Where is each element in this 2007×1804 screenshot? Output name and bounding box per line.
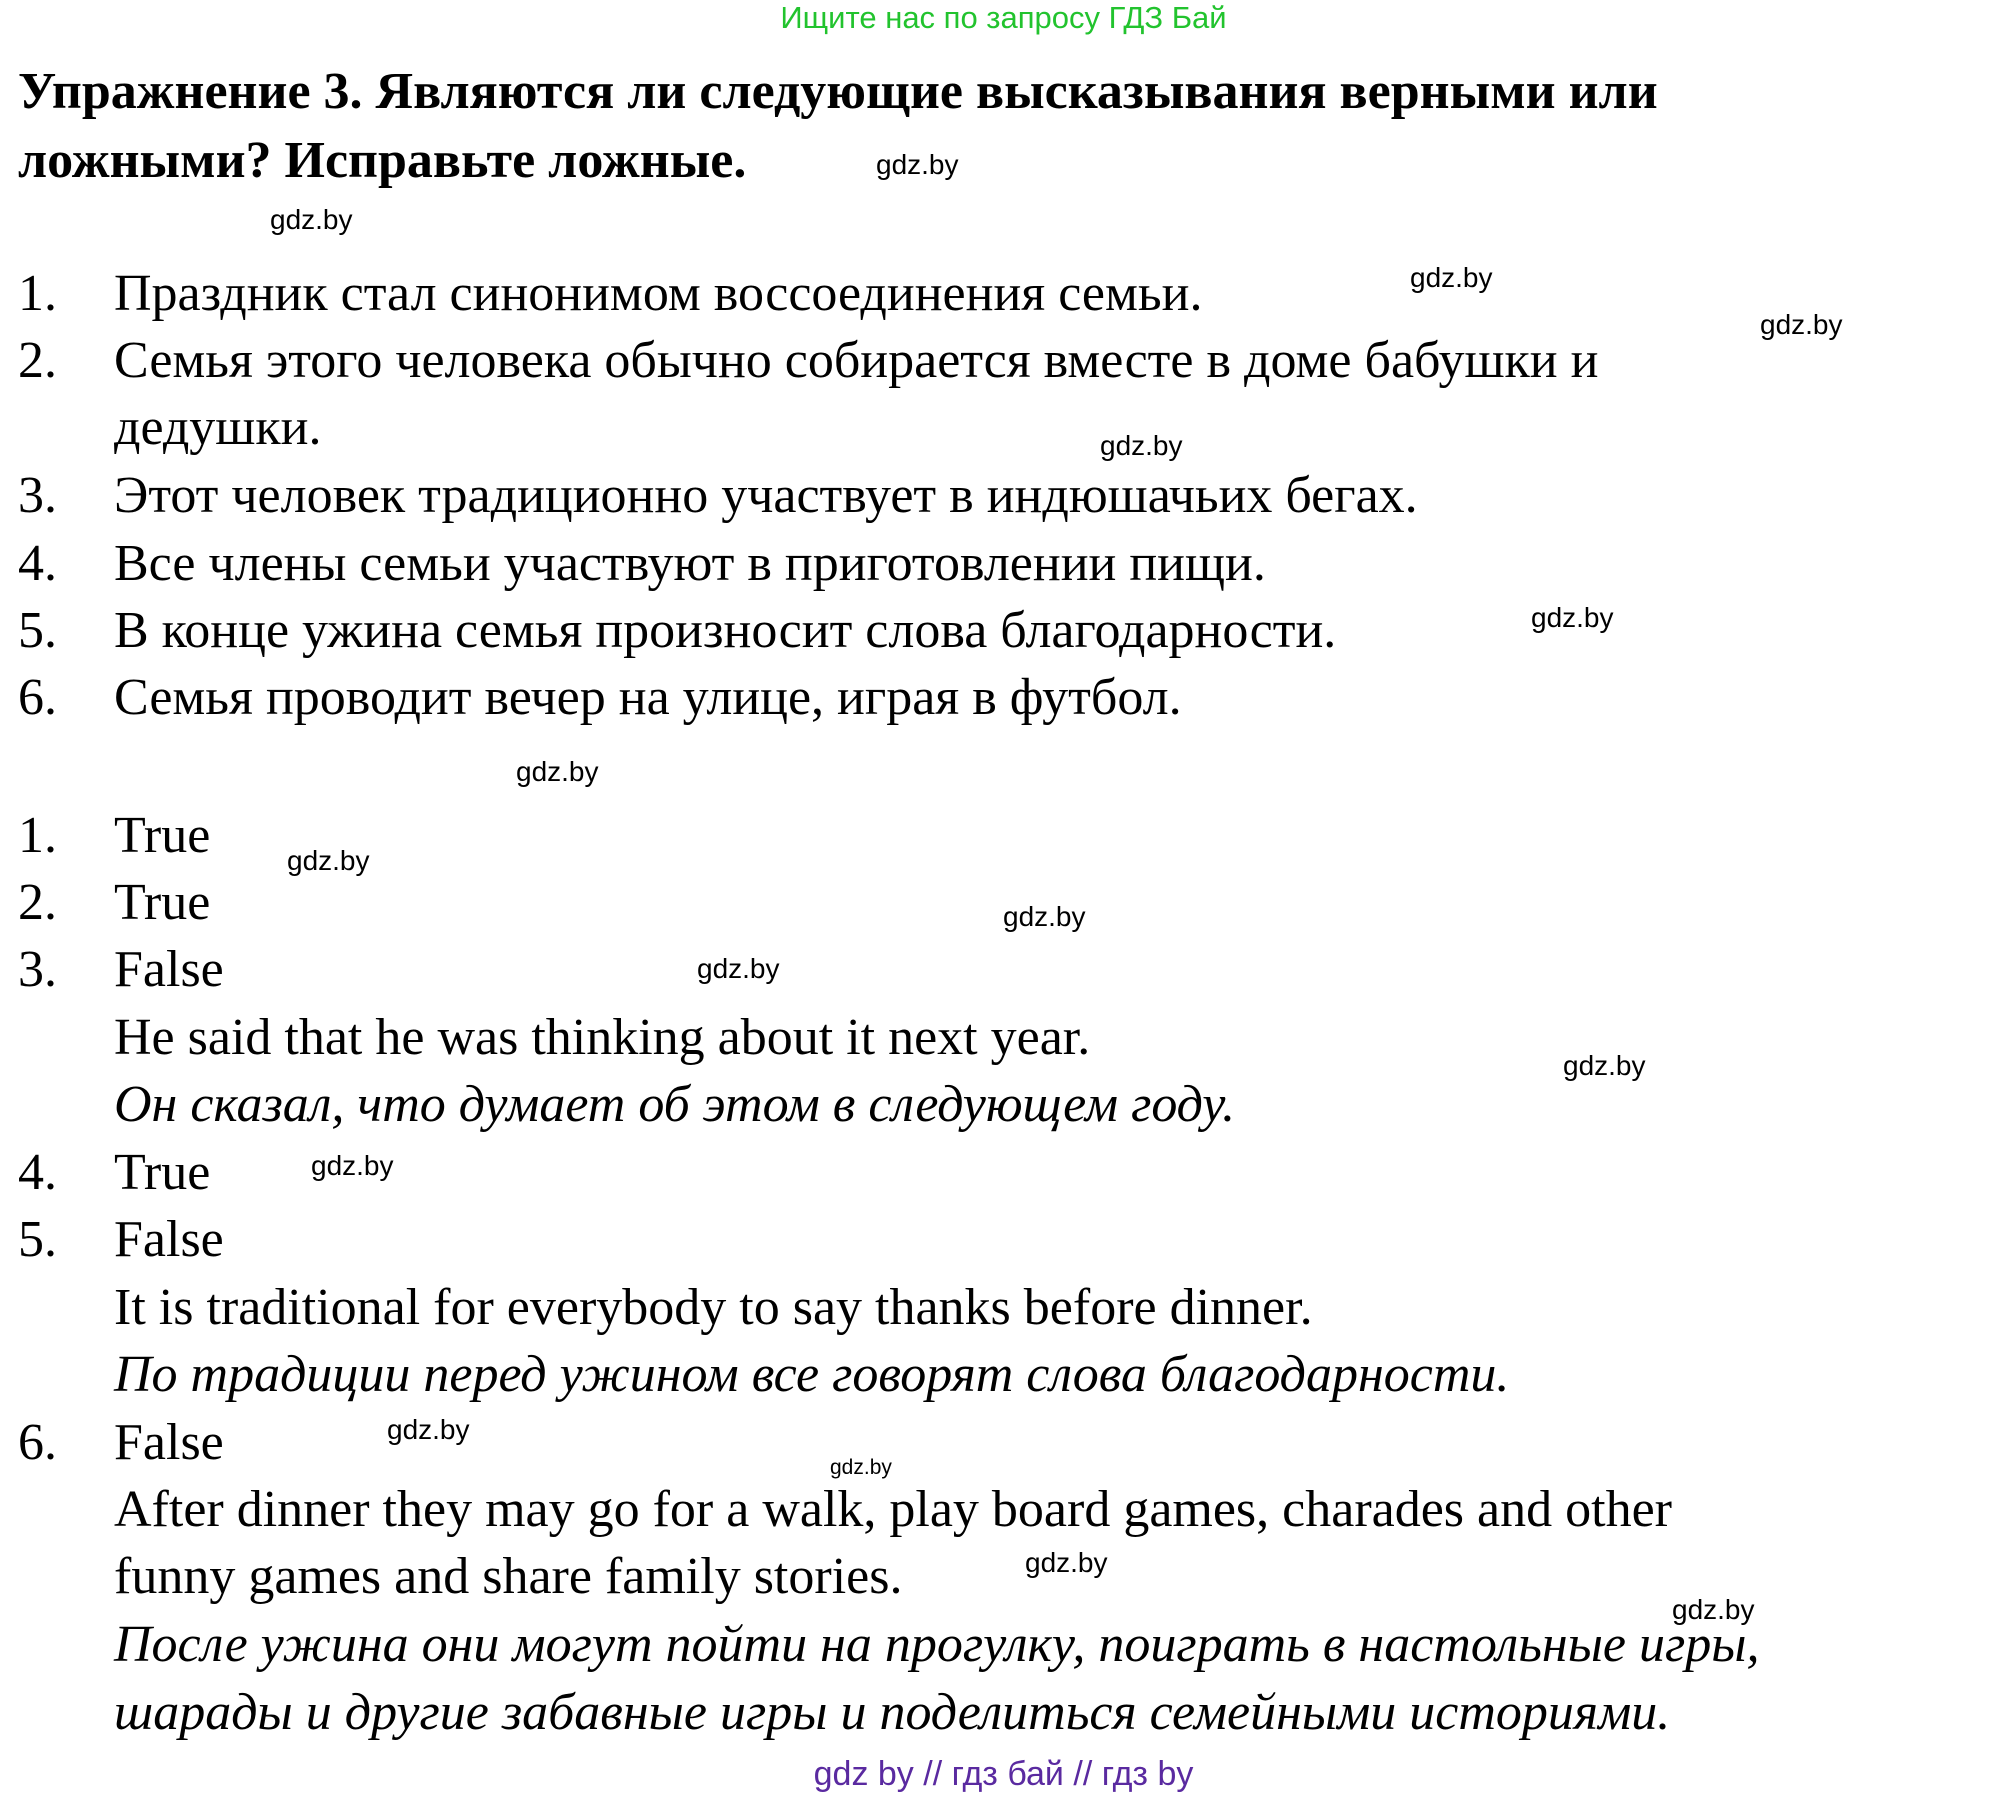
statement-number: 1.	[18, 265, 57, 322]
answer-verdict: True	[114, 807, 211, 864]
statement-text: Этот человек традиционно участвует в индюшачьих бегах.	[114, 467, 1418, 524]
answer-verdict: True	[114, 1144, 211, 1201]
answer-correction: It is traditional for everybody to say thanks before dinner.	[114, 1279, 1313, 1336]
answer-correction: After dinner they may go for a walk, play board games, charades and other	[114, 1481, 1672, 1538]
statement-text: Праздник стал синонимом воссоединения семьи.	[114, 265, 1203, 322]
watermark: gdz.by	[1672, 1594, 1755, 1625]
statement-number: 4.	[18, 535, 57, 592]
watermark: gdz.by	[876, 149, 959, 180]
watermark: gdz.by	[1025, 1547, 1108, 1578]
answer-correction: funny games and share family stories.	[114, 1548, 903, 1605]
answer-translation: По традиции перед ужином все говорят слова благодарности.	[114, 1346, 1510, 1403]
header-note: Ищите нас по запросу ГДЗ Бай	[780, 0, 1227, 35]
watermark: gdz.by	[830, 1456, 892, 1479]
footer-links: gdz by // гдз бай // гдз by	[813, 1755, 1194, 1793]
statement-text: Все члены семьи участвуют в приготовлении пищи.	[114, 535, 1266, 592]
answer-verdict: False	[114, 1211, 224, 1268]
watermark: gdz.by	[287, 845, 370, 876]
watermark: gdz.by	[516, 756, 599, 787]
exercise-title-line2: ложными? Исправьте ложные.	[18, 132, 747, 189]
exercise-title-line1: Упражнение 3. Являются ли следующие высказывания верными или	[18, 63, 1658, 120]
statement-text: Семья этого человека обычно собирается вместе в доме бабушки и	[114, 332, 1599, 389]
watermark: gdz.by	[270, 204, 353, 235]
answer-number: 5.	[18, 1211, 57, 1268]
answer-number: 1.	[18, 807, 57, 864]
answer-verdict: False	[114, 941, 224, 998]
answer-translation: После ужина они могут пойти на прогулку, поиграть в настольные игры,	[114, 1616, 1760, 1673]
statement-number: 6.	[18, 669, 57, 726]
answer-number: 4.	[18, 1144, 57, 1201]
statement-number: 2.	[18, 332, 57, 389]
statement-text-continued: дедушки.	[114, 399, 322, 456]
answer-translation: Он сказал, что думает об этом в следующем году.	[114, 1076, 1236, 1133]
watermark: gdz.by	[1100, 430, 1183, 461]
watermark: gdz.by	[1760, 309, 1843, 340]
answer-number: 6.	[18, 1414, 57, 1471]
statement-number: 5.	[18, 602, 57, 659]
watermark: gdz.by	[1410, 262, 1493, 293]
answer-correction: He said that he was thinking about it next year.	[114, 1009, 1091, 1066]
watermark: gdz.by	[387, 1414, 470, 1445]
answer-number: 3.	[18, 941, 57, 998]
watermark: gdz.by	[311, 1150, 394, 1181]
statement-number: 3.	[18, 467, 57, 524]
watermark: gdz.by	[1003, 901, 1086, 932]
answer-number: 2.	[18, 874, 57, 931]
answer-translation: шарады и другие забавные игры и поделиться семейными историями.	[114, 1684, 1671, 1741]
answer-verdict: True	[114, 874, 211, 931]
watermark: gdz.by	[697, 953, 780, 984]
statement-text: В конце ужина семья произносит слова благодарности.	[114, 602, 1337, 659]
statement-text: Семья проводит вечер на улице, играя в футбол.	[114, 669, 1182, 726]
watermark: gdz.by	[1563, 1050, 1646, 1081]
answer-verdict: False	[114, 1414, 224, 1471]
watermark: gdz.by	[1531, 602, 1614, 633]
